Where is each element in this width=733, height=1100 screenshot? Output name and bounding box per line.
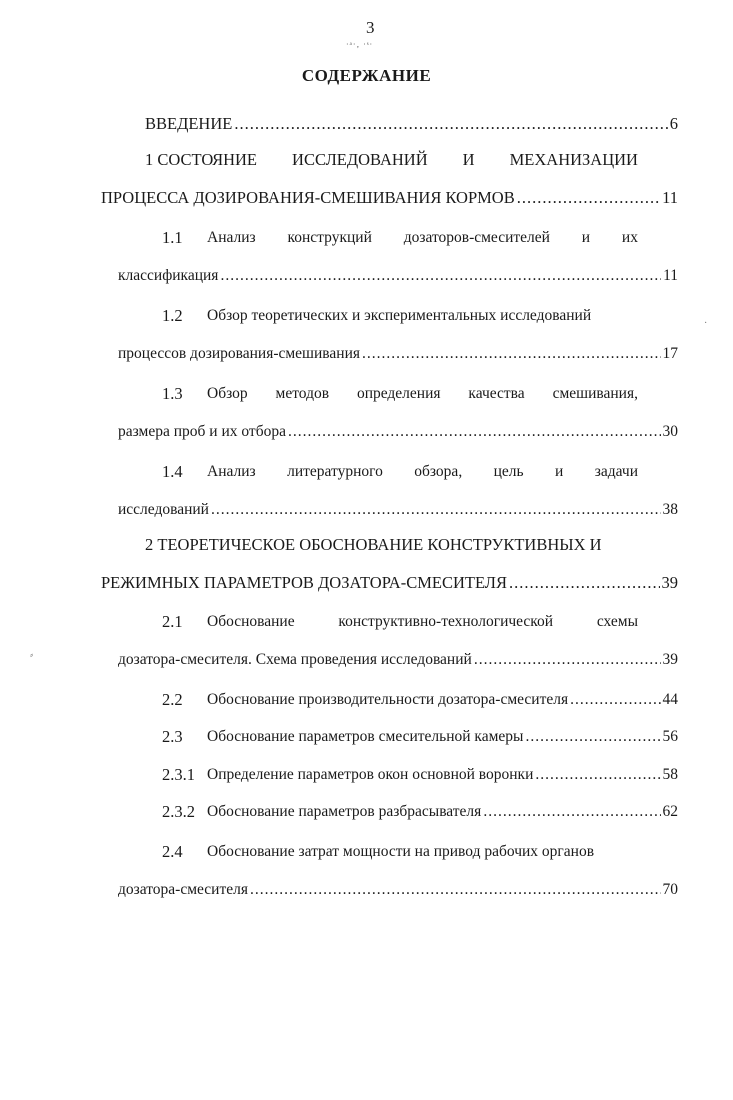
- toc-entry-s2-3-1[interactable]: [207, 765, 678, 785]
- toc-entry-s2-3-number: 2.3: [162, 727, 183, 746]
- scan-artifact: ·: [704, 318, 708, 329]
- toc-entry-s2-3-2[interactable]: [207, 802, 678, 822]
- leader-dots: [234, 114, 667, 134]
- toc-entry-s1-3-line1: Обзор методов определения качества смешивания,: [207, 385, 638, 402]
- toc-entry-s2-1-line1: Обоснование конструктивно-технологической схемы: [207, 613, 638, 630]
- toc-entry-s1[interactable]: [101, 188, 678, 208]
- toc-page-number: 6: [669, 114, 678, 133]
- toc-entry-intro[interactable]: [145, 114, 678, 134]
- toc-page-number: 11: [663, 267, 678, 284]
- leader-dots: [288, 422, 661, 442]
- toc-entry-text: Обоснование параметров смесительной камеры: [207, 728, 524, 745]
- toc-entry-text: Определение параметров окон основной воронки: [207, 766, 534, 783]
- leader-dots: [535, 765, 660, 785]
- toc-entry-text: процессов дозирования-смешивания: [118, 345, 360, 362]
- toc-page-number: 17: [662, 345, 678, 362]
- toc-entry-s2-3-1-number: 2.3.1: [162, 765, 195, 784]
- leader-dots: [211, 500, 661, 520]
- toc-page-number: 39: [661, 573, 678, 592]
- toc-page-number: 56: [662, 728, 678, 745]
- toc-entry-text: исследований: [118, 501, 209, 518]
- toc-entry-s1-1[interactable]: [118, 266, 678, 286]
- toc-entry-text: Обоснование параметров разбрасывателя: [207, 803, 482, 820]
- toc-entry-text: дозатора-смесителя. Схема проведения исследований: [118, 651, 472, 668]
- toc-entry-s1-4-number: 1.4: [162, 462, 183, 481]
- scan-mark: ·ᵃ·‚ ·ˢ·: [346, 40, 374, 49]
- toc-entry-s2-line1: 2 ТЕОРЕТИЧЕСКОЕ ОБОСНОВАНИЕ КОНСТРУКТИВНЫХ И: [145, 535, 602, 554]
- toc-entry-s1-4[interactable]: [118, 500, 678, 520]
- toc-entry-s2-3[interactable]: [207, 727, 678, 747]
- toc-entry-text: классификация: [118, 267, 219, 284]
- leader-dots: [525, 727, 660, 747]
- toc-page-number: 11: [662, 188, 678, 207]
- toc-entry-s2-2-number: 2.2: [162, 690, 183, 709]
- scan-artifact: ⸗: [30, 650, 34, 661]
- toc-page-number: 38: [662, 501, 678, 518]
- toc-page-number: 62: [662, 803, 678, 820]
- toc-page-number: 70: [662, 881, 678, 898]
- toc-entry-text: ПРОЦЕССА ДОЗИРОВАНИЯ-СМЕШИВАНИЯ КОРМОВ: [101, 188, 515, 207]
- toc-page-number: 39: [662, 651, 678, 668]
- leader-dots: [509, 573, 659, 593]
- toc-entry-s2-4-line1: Обоснование затрат мощности на привод рабочих органов: [207, 843, 595, 860]
- toc-entry-s2-2[interactable]: [207, 690, 678, 710]
- toc-page-number: 58: [662, 766, 678, 783]
- page-title: СОДЕРЖАНИЕ: [301, 66, 432, 85]
- toc-entry-s1-4-line1: Анализ литературного обзора, цель и задачи: [207, 463, 638, 480]
- toc-entry-text: размера проб и их отбора: [118, 423, 286, 440]
- leader-dots: [220, 266, 661, 286]
- toc-entry-s1-2-line1: Обзор теоретических и экспериментальных исследований: [207, 307, 592, 324]
- page-number: 3: [366, 18, 375, 37]
- toc-entry-text: ВВЕДЕНИЕ: [145, 114, 233, 133]
- leader-dots: [517, 188, 660, 208]
- leader-dots: [250, 880, 661, 900]
- toc-entry-s2[interactable]: [101, 573, 678, 593]
- leader-dots: [362, 344, 661, 364]
- toc-entry-s1-3[interactable]: [118, 422, 678, 442]
- toc-page-number: 44: [662, 691, 678, 708]
- toc-entry-s1-1-number: 1.1: [162, 228, 183, 247]
- toc-entry-s1-2-number: 1.2: [162, 306, 183, 325]
- toc-entry-s1-1-line1: Анализ конструкций дозаторов-смесителей и их: [207, 229, 638, 246]
- toc-entry-s2-3-2-number: 2.3.2: [162, 802, 195, 821]
- toc-entry-text: дозатора-смесителя: [118, 881, 248, 898]
- toc-entry-s2-1[interactable]: [118, 650, 678, 670]
- toc-entry-text: РЕЖИМНЫХ ПАРАМЕТРОВ ДОЗАТОРА-СМЕСИТЕЛЯ: [101, 573, 508, 592]
- toc-entry-text: Обоснование производительности дозатора-смесителя: [207, 691, 569, 708]
- leader-dots: [483, 802, 660, 822]
- toc-entry-s2-1-number: 2.1: [162, 612, 183, 631]
- toc-entry-s1-line1: 1 СОСТОЯНИЕ ИССЛЕДОВАНИЙ И МЕХАНИЗАЦИИ: [145, 150, 638, 169]
- toc-entry-s1-2[interactable]: [118, 344, 678, 364]
- toc-entry-s1-3-number: 1.3: [162, 384, 183, 403]
- toc-entry-s2-4-number: 2.4: [162, 842, 183, 861]
- leader-dots: [570, 690, 660, 710]
- toc-page-number: 30: [662, 423, 678, 440]
- leader-dots: [474, 650, 661, 670]
- toc-entry-s2-4[interactable]: [118, 880, 678, 900]
